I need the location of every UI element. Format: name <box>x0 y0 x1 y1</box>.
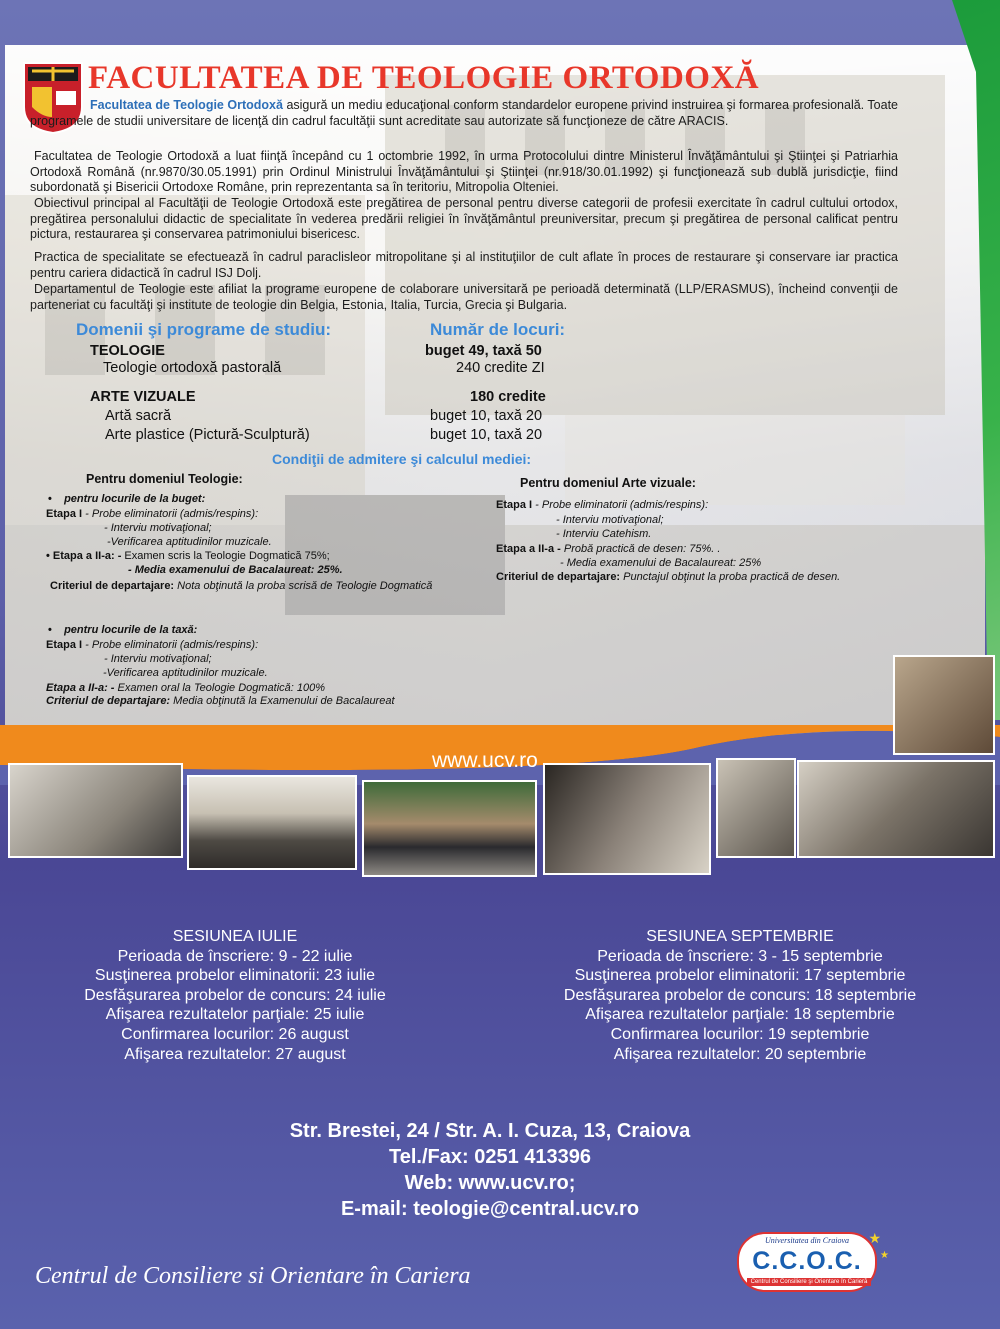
teologie-taxa-criteriu: Criteriul de departajare: Media obţinută la Examenului de Bacalaureat <box>46 695 395 707</box>
intro-paragraph-1 <box>30 98 898 129</box>
arte-interviu: - Interviu motivaţional; <box>556 514 664 526</box>
program-name-arte: ARTE VIZUALE <box>90 389 196 405</box>
teologie-buget-head: • pentru locurile de la buget: <box>48 493 206 505</box>
photo-classroom-1 <box>8 763 183 858</box>
program-name-pastorala: Teologie ortodoxă pastorală <box>103 360 282 376</box>
intro-paragraph-5: Departamentul de Teologie este afiliat la programe europene de colaborare universitară pe perioadă determinată (LLP/ERASMUS), încheind convenţii de parteneriat cu facultăţi şi institute de teologie din Belgia, Estonia, Italia, Turcia, Grecia şi Bulgaria. <box>30 282 898 312</box>
photo-exam-hall <box>187 775 357 870</box>
contact-web[interactable]: Web: www.ucv.ro; <box>404 1172 576 1194</box>
session-july-line: Afişarea rezultatelor: 27 august <box>124 1045 346 1063</box>
program-places-arte-plastice: buget 10, taxă 20 <box>430 427 543 443</box>
footer-career-center-script: Centrul de Consiliere si Orientare în Cariera <box>35 1263 471 1289</box>
contact-email[interactable]: E-mail: teologie@central.ucv.ro <box>340 1198 640 1220</box>
star-icon: ★ <box>868 1230 881 1246</box>
teologie-buget-muzica: -Verificarea aptitudinilor muzicale. <box>107 536 272 548</box>
session-july <box>15 927 455 1064</box>
session-september <box>520 927 960 1064</box>
arte-etapa2: Etapa a II-a - Probă practică de desen: 75%. . <box>496 543 721 555</box>
program-name-arta-sacra: Artă sacră <box>105 408 172 424</box>
ccoc-university-text: Universitatea din Craiova <box>765 1236 849 1245</box>
program-places-arte: 180 credite <box>470 389 546 405</box>
admission-heading: Condiţii de admitere şi calculul mediei: <box>272 451 532 467</box>
arte-criteriu: Criteriul de departajare: Punctajul obţinut la proba practică de desen. <box>496 571 841 583</box>
session-september-line: Susţinerea probelor eliminatorii: 17 septembrie <box>574 967 906 985</box>
program-name-arte-plastice: Arte plastice (Pictură-Sculptură) <box>105 427 310 443</box>
teologie-taxa-head: • pentru locurile de la taxă: <box>48 624 198 636</box>
teologie-buget-etapa1: Etapa I - Probe eliminatorii (admis/respins): <box>46 508 259 520</box>
session-july-line: Desfăşurarea probelor de concurs: 24 iulie <box>84 986 386 1004</box>
contact-address: Str. Brestei, 24 / Str. A. I. Cuza, 13, Craiova <box>289 1120 691 1142</box>
faculty-title: FACULTATEA DE TEOLOGIE ORTODOXĂ <box>88 60 760 96</box>
teologie-taxa-etapa2: Etapa a II-a: - Examen oral la Teologie Dogmatică: 100% <box>46 682 326 694</box>
program-places-teologie: buget 49, taxă 50 <box>425 343 542 359</box>
program-name-teologie: TEOLOGIE <box>90 343 165 359</box>
photo-classroom-2 <box>716 758 796 858</box>
places-heading: Număr de locuri: <box>430 320 566 339</box>
session-july-title: SESIUNEA IULIE <box>172 928 298 945</box>
contact-phone: Tel./Fax: 0251 413396 <box>389 1146 591 1168</box>
intro-paragraph-3: Obiectivul principal al Facultăţii de Teologie Ortodoxă este pregătirea de personal pentru diverse categorii de profesii exercitate în cadrul cultului ortodox, pregătirea personalului didactic de specialitate în vederea predării religiei în învăţământul preuniversitar, precum şi pregătirea de personal calificat pentru pictura, restaurarea şi conservarea patrimoniului bisericesc. <box>30 196 898 241</box>
arte-etapa1: Etapa I - Probe eliminatorii (admis/respins): <box>496 499 709 511</box>
photo-classroom-3 <box>797 760 995 858</box>
teologie-taxa-etapa1: Etapa I - Probe eliminatorii (admis/respins): <box>46 639 259 651</box>
session-september-line: Afişarea rezultatelor parţiale: 18 septembrie <box>585 1006 895 1024</box>
ccoc-logo <box>737 1230 889 1292</box>
intro-paragraph-4: Practica de specialitate se efectuează în cadrul paraclisleor mitropolitane şi al instituţiilor de cult aflate în proces de restaurare şi conservare iar practica pentru cariera didactică în cadrul ISJ Dolj. <box>30 250 898 280</box>
intro-p1-text: asigură un mediu educaţional conform standardelor europene privind instruirea şi formarea profesională. Toate programele de studii universitare de licenţă din cadrul facultăţii sunt acreditate sau autorizate să funcţioneze de către ARACIS. <box>30 98 899 128</box>
website-url[interactable]: www.ucv.ro <box>432 749 538 772</box>
session-september-title: SESIUNEA SEPTEMBRIE <box>646 928 834 945</box>
photo-painting-student <box>543 763 711 875</box>
intro-paragraph-2: Facultatea de Teologie Ortodoxă a luat fiinţă începând cu 1 octombrie 1992, în urma Protocolului dintre Ministerul Învăţământului şi Ştiinţei şi Patriarhia Ortodoxă Română (nr.9870/30.05.1991) prin Ordinul Ministrului Învăţământului şi Ştiinţei (nr.918/30.01.1992) şi funcţionează sub dublă jurisdicţie, fiind subordonată şi Bisericii Ortodoxe Române, prin reprezentanta sa în teritoriu, Mitropolia Olteniei. <box>30 149 898 194</box>
programs-heading: Domenii şi programe de studiu: <box>76 320 332 339</box>
program-places-arta-sacra: buget 10, taxă 20 <box>430 408 543 424</box>
photo-faculty-group <box>362 780 537 877</box>
session-july-line: Perioada de înscriere: 9 - 22 iulie <box>117 947 353 965</box>
session-september-line: Confirmarea locurilor: 19 septembrie <box>610 1025 870 1043</box>
arte-admission-title: Pentru domeniul Arte vizuale: <box>520 476 696 490</box>
session-july-line: Confirmarea locurilor: 26 august <box>121 1025 349 1043</box>
teologie-buget-etapa2: • Etapa a II-a: - Examen scris la Teologie Dogmatică 75%; <box>46 550 330 562</box>
arte-bac: - Media examenului de Bacalaureat: 25% <box>560 557 762 569</box>
session-july-line: Susţinerea probelor eliminatorii: 23 iulie <box>94 967 376 985</box>
intro-lead: Facultatea de Teologie Ortodoxă <box>90 98 283 112</box>
teologie-taxa-interviu: - Interviu motivaţional; <box>104 653 212 665</box>
session-september-line: Desfăşurarea probelor de concurs: 18 septembrie <box>563 986 917 1004</box>
star-icon: ★ <box>880 1250 889 1261</box>
teologie-buget-criteriu: Criteriul de departajare: Nota obţinută la proba scrisă de Teologie Dogmatică <box>50 580 433 592</box>
teologie-taxa-muzica: -Verificarea aptitudinilor muzicale. <box>103 667 268 679</box>
teologie-buget-bac: - Media examenului de Bacalaureat: 25%. <box>128 564 343 576</box>
session-september-line: Perioada de înscriere: 3 - 15 septembrie <box>597 947 883 965</box>
teologie-buget-interviu: - Interviu motivaţional; <box>104 522 212 534</box>
session-july-line: Afişarea rezultatelor parţiale: 25 iulie <box>105 1006 365 1024</box>
ccoc-acronym: C.C.O.C. <box>752 1247 862 1275</box>
photo-studio <box>893 655 995 755</box>
ccoc-subtitle: Centrul de Consiliere şi Orientare în Carieră <box>747 1278 871 1286</box>
program-places-pastorala: 240 credite ZI <box>456 360 545 376</box>
teologie-admission-title: Pentru domeniul Teologie: <box>86 472 243 486</box>
session-september-line: Afişarea rezultatelor: 20 septembrie <box>613 1045 867 1063</box>
arte-catehism: - Interviu Catehism. <box>556 528 652 540</box>
